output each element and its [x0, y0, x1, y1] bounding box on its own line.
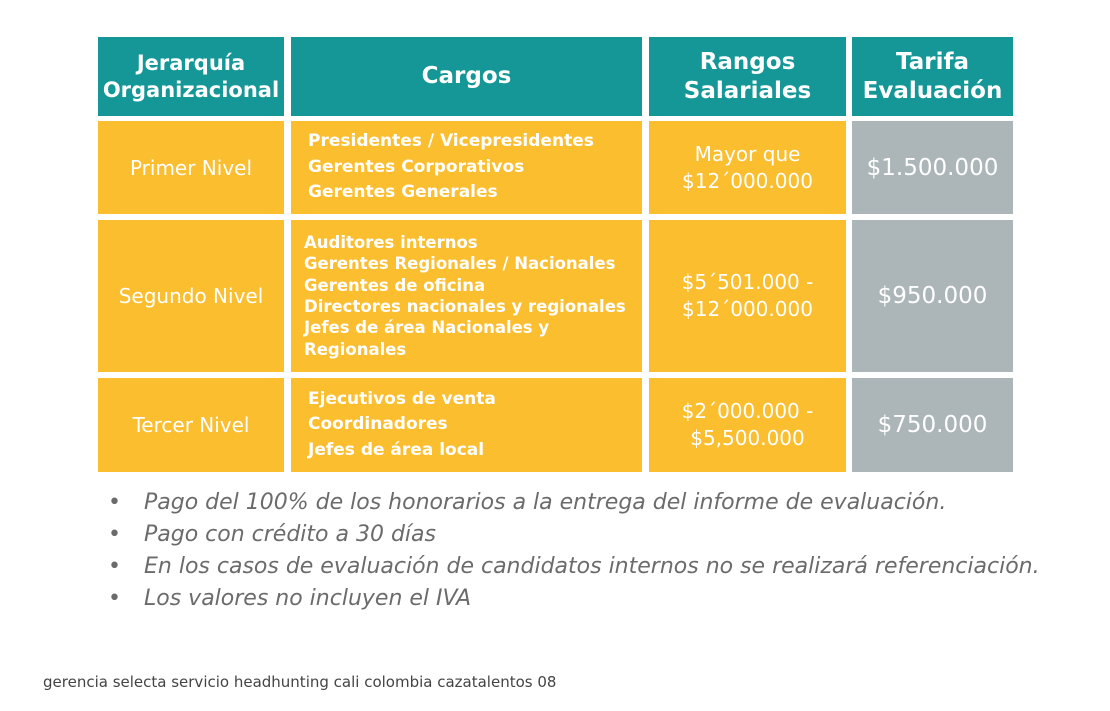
salary-range-cell [649, 121, 846, 214]
cargo-item: Jefes de área Nacionales y [304, 318, 550, 338]
header-cargos [291, 37, 642, 116]
fee-cell [852, 121, 1013, 214]
header-tarifa [852, 37, 1013, 116]
header-label: Jerarquía Organizacional [102, 51, 280, 102]
cargo-item: Gerentes de oficina [304, 275, 486, 295]
salary-range-line: Mayor que [694, 141, 801, 166]
cargo-item: Jefes de área local [308, 439, 485, 460]
salary-range-line: $12´000.000 [682, 168, 813, 193]
cargo-item: Regionales [304, 339, 407, 359]
notes-list [104, 487, 1040, 615]
level-label: Primer Nivel [129, 155, 253, 180]
header-label: Tarifa Evaluación [862, 48, 1003, 104]
fee-value: $950.000 [877, 283, 988, 309]
fee-value: $750.000 [877, 412, 988, 438]
header-rangos [649, 37, 846, 116]
level-cell [98, 220, 284, 372]
salary-range-cell [649, 220, 846, 372]
level-label: Segundo Nivel [118, 284, 264, 308]
level-cell [98, 378, 284, 472]
cargos-cell [291, 220, 642, 372]
salary-range-cell [649, 378, 846, 472]
cargo-item: Directores nacionales y regionales [304, 297, 626, 316]
note-item: • Pago del 100% de los honorarios a la entrega del informe de evaluación. [104, 487, 1040, 519]
salary-range-line: $5,500.000 [690, 426, 805, 450]
header-label: Cargos [421, 63, 512, 90]
header-hierarchy [98, 37, 284, 116]
note-item: • Los valores no incluyen el IVA [104, 583, 1040, 615]
cargos-cell [291, 378, 642, 472]
cargo-item: Gerentes Corporativos [308, 156, 525, 177]
fee-value: $1.500.000 [866, 154, 999, 181]
salary-range-line: $2´000.000 - [681, 399, 814, 423]
note-item: • En los casos de evaluación de candidatos internos no se realizará referenciación. [104, 551, 1040, 583]
cargo-item: Coordinadores [308, 414, 448, 435]
cargos-cell [291, 121, 642, 214]
level-label: Tercer Nivel [132, 413, 250, 437]
header-label: Rangos Salariales [683, 48, 812, 104]
fee-cell [852, 378, 1013, 472]
level-cell [98, 121, 284, 214]
note-item: • Pago con crédito a 30 días [104, 519, 1040, 551]
salary-range-line: $5´501.000 - [681, 270, 814, 294]
cargo-item: Gerentes Regionales / Nacionales [304, 254, 616, 274]
fee-cell [852, 220, 1013, 372]
cargo-item: Ejecutivos de venta [308, 388, 496, 409]
cargo-item: Auditores internos [304, 232, 478, 252]
cargo-item: Presidentes / Vicepresidentes [308, 131, 594, 152]
salary-range-line: $12´000.000 [682, 297, 813, 321]
cargo-item: Gerentes Generales [308, 182, 498, 203]
image-caption: gerencia selecta servicio headhunting cali colombia cazatalentos 08 [43, 673, 557, 691]
